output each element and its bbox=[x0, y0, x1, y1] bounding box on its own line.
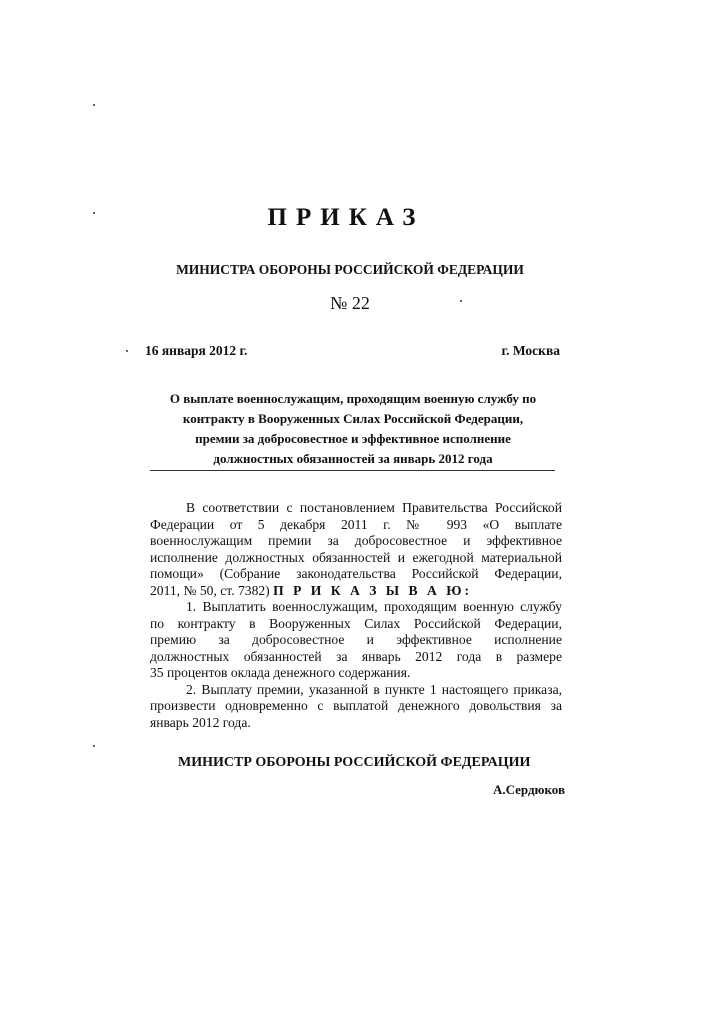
order-word: П Р И К А З Ы В А Ю: bbox=[273, 582, 473, 598]
heading-line: контракту в Вооруженных Силах Российской Федерации, bbox=[182, 411, 524, 426]
body-line: по контракту в Вооруженных Силах Российской Федерации, bbox=[150, 615, 562, 631]
body-line: произвести одновременно с выплатой денежного довольствия за bbox=[150, 698, 562, 713]
order-body bbox=[150, 500, 562, 731]
body-line bbox=[150, 583, 562, 600]
heading-line: О выплате военнослужащим, проходящим военную службу по bbox=[169, 391, 537, 406]
heading-underline bbox=[150, 470, 555, 471]
order-number: № 22 bbox=[330, 293, 370, 313]
body-line: 2. Выплату премии, указанной в пункте 1 настоящего приказа, bbox=[186, 681, 562, 697]
body-line: военнослужащим премии за добросовестное и эффективное bbox=[150, 533, 562, 548]
order-city: г. Москва bbox=[501, 343, 560, 358]
heading-line: должностных обязанностей за январь 2012 года bbox=[213, 451, 493, 466]
scan-speck bbox=[126, 350, 128, 352]
issuer: МИНИСТРА ОБОРОНЫ РОССИЙСКОЙ ФЕДЕРАЦИИ bbox=[176, 262, 524, 277]
body-line: премию за добросовестное и эффективное исполнение bbox=[150, 632, 562, 647]
body-line: Федерации от 5 декабря 2011 г. № 993 «О выплате bbox=[150, 516, 562, 532]
order-heading bbox=[133, 389, 573, 469]
signature-title: МИНИСТР ОБОРОНЫ РОССИЙСКОЙ ФЕДЕРАЦИИ bbox=[178, 755, 531, 770]
body-line: исполнение должностных обязанностей и ежегодной материальной bbox=[150, 549, 562, 565]
body-line: 35 процентов оклада денежного содержания. bbox=[150, 665, 411, 680]
order-date: 16 января 2012 г. bbox=[145, 343, 248, 358]
body-line: январь 2012 года. bbox=[150, 714, 251, 730]
body-line: должностных обязанностей за январь 2012 года в размере bbox=[150, 648, 562, 664]
document-title: ПРИКАЗ bbox=[267, 204, 425, 231]
signature-name: А.Сердюков bbox=[492, 782, 565, 797]
body-line-text: 2011, № 50, ст. 7382) bbox=[150, 582, 270, 598]
scan-speck bbox=[93, 745, 95, 747]
heading-line: премии за добросовестное и эффективное исполнение bbox=[195, 431, 511, 446]
body-line: 1. Выплатить военнослужащим, проходящим военную службу bbox=[186, 599, 562, 614]
scan-speck bbox=[93, 104, 95, 106]
scan-speck bbox=[460, 300, 462, 302]
body-line: помощи» (Собрание законодательства Российской Федерации, bbox=[150, 566, 562, 581]
scan-speck bbox=[93, 212, 95, 214]
body-line: В соответствии с постановлением Правительства Российской bbox=[186, 500, 562, 515]
